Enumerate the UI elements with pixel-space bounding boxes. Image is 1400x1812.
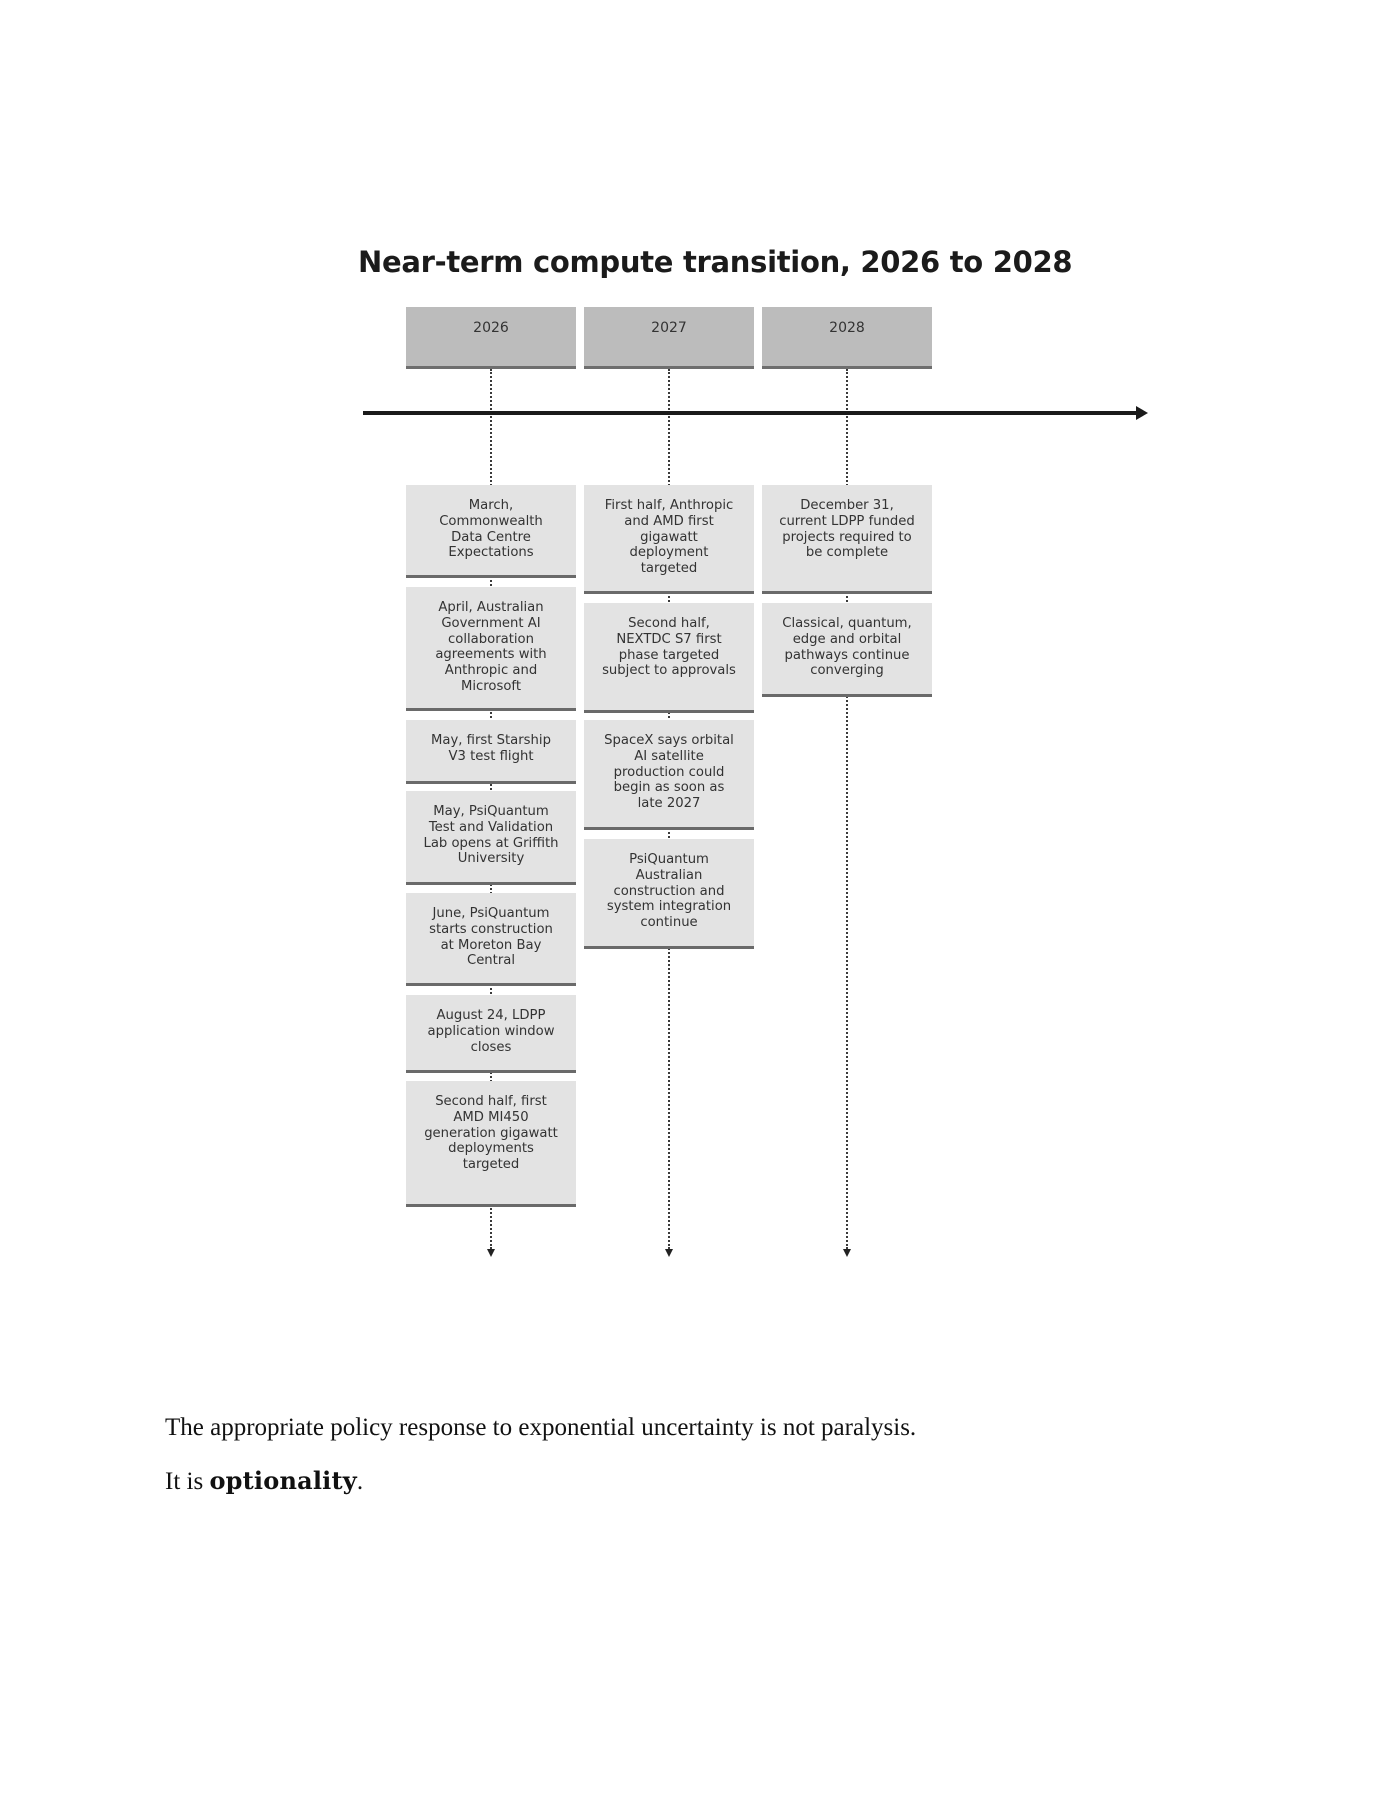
event-box: SpaceX says orbital AI satellite production could begin as soon as late 2027 — [584, 720, 754, 830]
event-box: March, Commonwealth Data Centre Expectations — [406, 485, 576, 578]
event-box: Second half, first AMD MI450 generation gigawatt deployments targeted — [406, 1081, 576, 1207]
event-box: Classical, quantum, edge and orbital pathways continue converging — [762, 603, 932, 697]
event-box: December 31, current LDPP funded projects required to be complete — [762, 485, 932, 594]
event-box: August 24, LDPP application window closes — [406, 995, 576, 1073]
event-box: Second half, NEXTDC S7 first phase targeted subject to approvals — [584, 603, 754, 713]
event-box: May, first Starship V3 test flight — [406, 720, 576, 784]
year-header-2028: 2028 — [762, 307, 932, 369]
timeline-figure — [358, 245, 1158, 1285]
body-paragraph: The appropriate policy response to exponential uncertainty is not paralysis. — [165, 1414, 917, 1441]
timeline-axis-arrow — [1136, 406, 1148, 420]
timeline-column-arrow-2027 — [665, 1249, 673, 1257]
year-header-2026: 2026 — [406, 307, 576, 369]
timeline-axis — [363, 411, 1139, 415]
event-box: May, PsiQuantum Test and Validation Lab opens at Griffith University — [406, 791, 576, 885]
event-box: April, Australian Government AI collaboration agreements with Anthropic and Microsoft — [406, 587, 576, 711]
timeline — [358, 245, 1158, 1285]
event-box: PsiQuantum Australian construction and system integration continue — [584, 839, 754, 949]
event-box: June, PsiQuantum starts construction at Moreton Bay Central — [406, 893, 576, 986]
timeline-column-arrow-2026 — [487, 1249, 495, 1257]
timeline-column-arrow-2028 — [843, 1249, 851, 1257]
event-box: First half, Anthropic and AMD first gigawatt deployment targeted — [584, 485, 754, 594]
paragraph-suffix: . — [356, 1468, 364, 1495]
year-header-2027: 2027 — [584, 307, 754, 369]
body-paragraph-emphasis-line — [165, 1466, 363, 1496]
figure-title: Near-term compute transition, 2026 to 2028 — [358, 245, 1073, 279]
paragraph-prefix: It is — [165, 1468, 210, 1495]
emphasis-word: optionality — [209, 1466, 357, 1495]
